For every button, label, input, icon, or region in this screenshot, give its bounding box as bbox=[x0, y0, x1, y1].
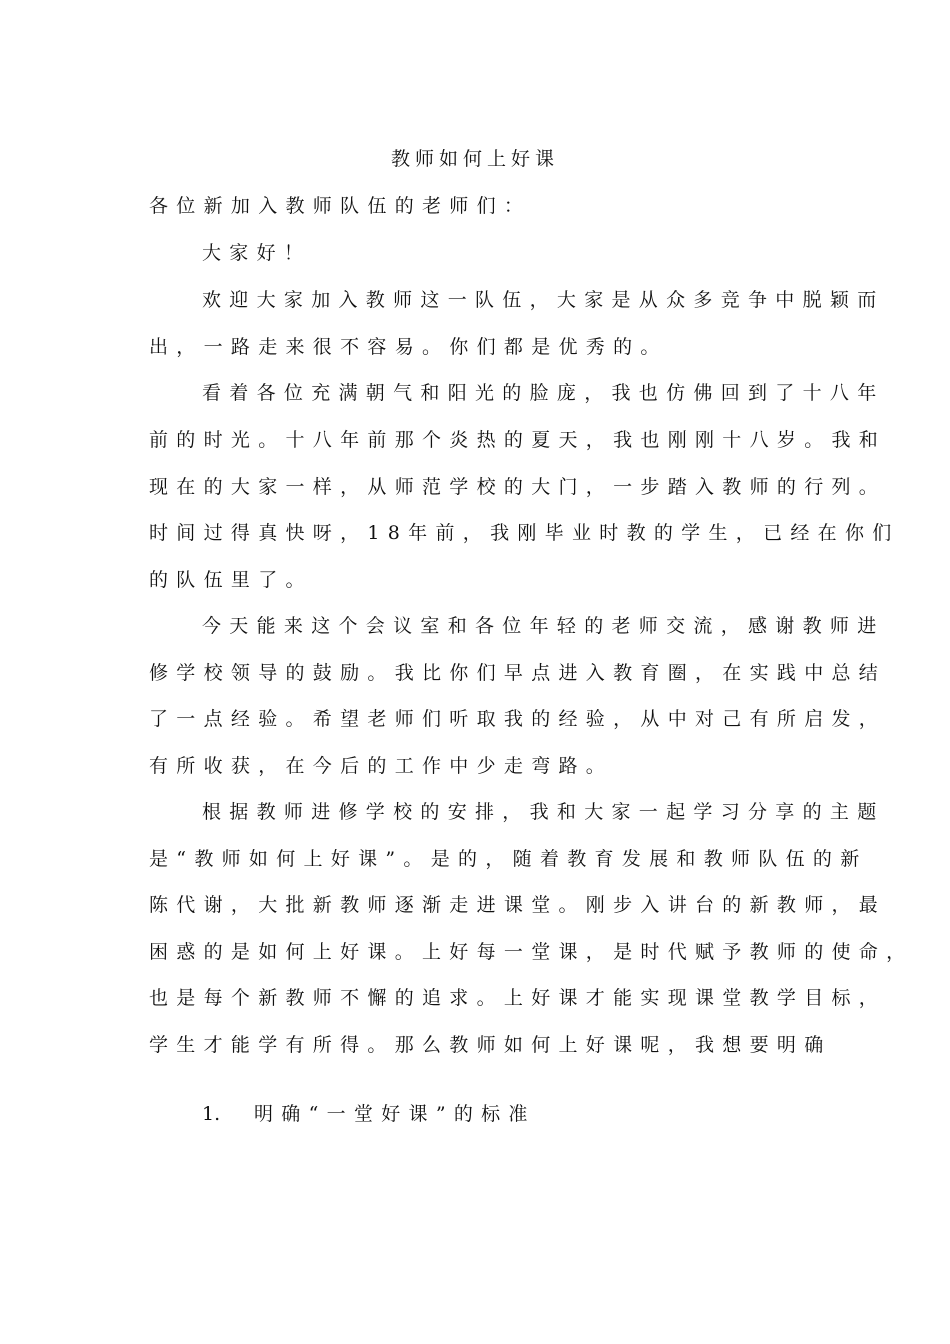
greeting: 大家好！ bbox=[202, 242, 312, 264]
paragraph-3-line-4: 有所收获，在今后的工作中少走弯路。 bbox=[149, 755, 614, 777]
paragraph-4-line-5: 也是每个新教师不懈的追求。上好课才能实现课堂教学目标， bbox=[149, 987, 887, 1009]
paragraph-4-line-4: 困惑的是如何上好课。上好每一堂课，是时代赋予教师的使命， bbox=[149, 941, 914, 963]
paragraph-3-line-1: 今天能来这个会议室和各位年轻的老师交流，感谢教师进 bbox=[202, 615, 885, 637]
paragraph-2-line-2: 前的时光。十八年前那个炎热的夏天，我也刚刚十八岁。我和 bbox=[149, 429, 887, 451]
paragraph-2-line-3: 现在的大家一样，从师范学校的大门，一步踏入教师的行列。 bbox=[149, 476, 887, 498]
paragraph-2-line-4: 时间过得真快呀，18年前，我刚毕业时教的学生，已经在你们 bbox=[149, 522, 900, 544]
list-item-number: 1. bbox=[202, 1103, 221, 1125]
paragraph-3-line-2: 修学校领导的鼓励。我比你们早点进入教育圈，在实践中总结 bbox=[149, 662, 887, 684]
paragraph-4-line-1: 根据教师进修学校的安排，我和大家一起学习分享的主题 bbox=[202, 801, 885, 823]
document-title: 教师如何上好课 bbox=[390, 148, 559, 170]
paragraph-4-line-3: 陈代谢，大批新教师逐渐走进课堂。刚步入讲台的新教师，最 bbox=[149, 894, 887, 916]
paragraph-3-line-3: 了一点经验。希望老师们听取我的经验，从中对己有所启发， bbox=[149, 708, 887, 730]
paragraph-1-line-2: 出，一路走来很不容易。你们都是优秀的。 bbox=[149, 336, 668, 358]
paragraph-2-line-1: 看着各位充满朝气和阳光的脸庞，我也仿佛回到了十八年 bbox=[202, 382, 885, 404]
list-item-text: 明确“一堂好课”的标准 bbox=[254, 1103, 536, 1125]
paragraph-2-line-5: 的队伍里了。 bbox=[149, 569, 313, 591]
paragraph-4-line-6: 学生才能学有所得。那么教师如何上好课呢，我想要明确 bbox=[149, 1034, 832, 1056]
paragraph-4-line-2: 是“教师如何上好课”。是的，随着教育发展和教师队伍的新 bbox=[149, 848, 868, 870]
paragraph-1-line-1: 欢迎大家加入教师这一队伍，大家是从众多竞争中脱颖而 bbox=[202, 289, 885, 311]
salutation: 各位新加入教师队伍的老师们： bbox=[149, 195, 532, 217]
